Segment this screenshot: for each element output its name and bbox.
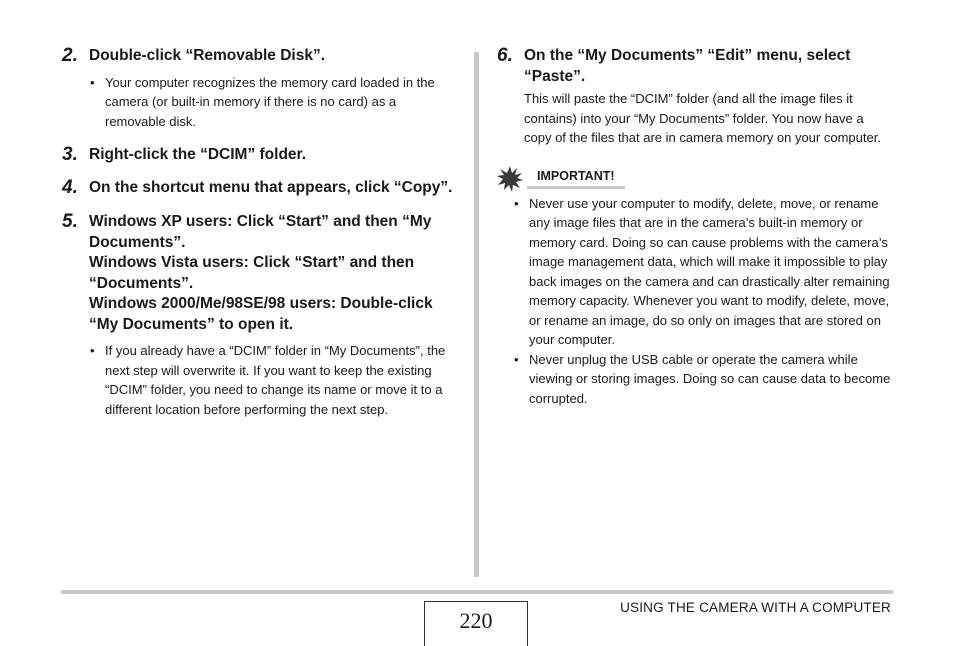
step-title: Right-click the “DCIM” folder. xyxy=(89,146,307,163)
page-number: 220 xyxy=(424,601,528,646)
step-title: On the “My Documents” “Edit” menu, select “Paste”. xyxy=(524,47,851,85)
important-bullet-item: • Never unplug the USB cable or operate the camera while viewing or storing images. Doing so can cause data to become corrupted. xyxy=(513,350,893,409)
step-title-line: Windows XP users: Click “Start” and then “My Documents”. xyxy=(89,213,432,251)
bullet-item: • Your computer recognizes the memory card loaded in the camera (or built-in memory if there is no card) as a removable disk. xyxy=(89,73,458,132)
right-column xyxy=(497,46,893,408)
step-3 xyxy=(62,145,458,166)
bullet-list xyxy=(62,73,458,132)
column-divider xyxy=(474,52,479,577)
step-title-line: Windows 2000/Me/98SE/98 users: Double-click “My Documents” to open it. xyxy=(89,295,433,333)
important-label: IMPORTANT! xyxy=(527,169,625,189)
step-2 xyxy=(62,46,458,67)
step-title-line: Windows Vista users: Click “Start” and then “Documents”. xyxy=(89,254,415,292)
step-4 xyxy=(62,178,458,199)
step-5 xyxy=(62,212,458,335)
step-title: On the shortcut menu that appears, click “Copy”. xyxy=(89,178,453,196)
important-bullet-item: • Never use your computer to modify, delete, move, or rename any image files that are in the camera’s built-in memory or memory card. Doing so can cause problems with the camera’s image management data, which will make it impossible to play back images on the camera and can drastically alter remaining memory capacity. Whenever you want to modify, delete, move, or rename an image, do so only on images that are stored on your computer. xyxy=(513,194,893,350)
section-title: USING THE CAMERA WITH A COMPUTER xyxy=(620,600,891,615)
left-column xyxy=(62,46,458,433)
step-body: This will paste the “DCIM” folder (and all the image files it contains) into your “My Documents” folder. You now have a copy of the files that are in camera memory on your computer. xyxy=(524,91,881,145)
step-6 xyxy=(497,46,893,87)
bullet-item: • If you already have a “DCIM” folder in “My Documents”, the next step will overwrite it. If you want to keep the existing “DCIM” folder, you need to change its name or move it to a different location before performing the next step. xyxy=(89,341,458,419)
bullet-list xyxy=(62,341,458,419)
step-number: 3. xyxy=(62,144,78,165)
important-bullet-list xyxy=(497,194,893,409)
footer-rule xyxy=(61,590,893,594)
important-heading xyxy=(497,166,893,192)
step-number: 4. xyxy=(62,176,78,198)
step-title: Double-click “Removable Disk”. xyxy=(89,47,326,64)
step-number: 2. xyxy=(62,45,78,66)
starburst-icon xyxy=(497,166,523,192)
step-number: 5. xyxy=(62,211,78,232)
step-number: 6. xyxy=(497,45,513,66)
step-title xyxy=(89,212,458,335)
